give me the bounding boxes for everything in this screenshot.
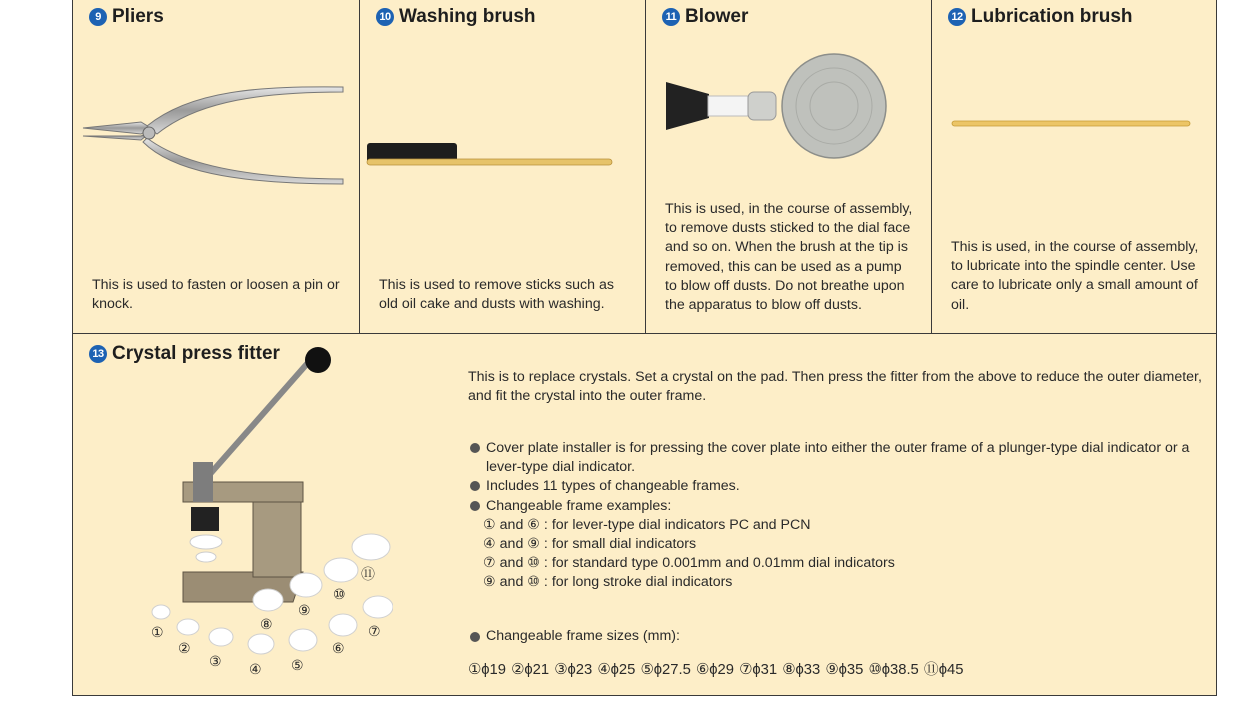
frame-sizes: ①ϕ19 ②ϕ21 ③ϕ23 ④ϕ25 ⑤ϕ27.5 ⑥ϕ29 ⑦ϕ31 ⑧ϕ33 ⑨ϕ35 ⑩ϕ38.5 ⑪ϕ45 — [468, 662, 964, 678]
blower-title-text: Blower — [685, 6, 749, 27]
blower-description: This is used, in the course of assembly, to remove dusts sticked to the dial face and so on. When the brush at the tip is removed, this can be used as a pump to blow off dusts. Do not breathe upon the apparatus to blow off dusts. — [665, 201, 913, 314]
washing-brush-description: This is used to remove sticks such as old oil cake and dusts with washing. — [379, 277, 614, 313]
pliers-image — [81, 78, 351, 190]
washing-brush-image — [365, 135, 615, 175]
frame-label-3: ③ — [209, 653, 222, 669]
bullet-frame-count: Includes 11 types of changeable frames. — [468, 477, 1208, 496]
row-divider — [73, 333, 1216, 334]
washing-brush-title-text: Washing brush — [399, 6, 536, 27]
frame-label-8: ⑧ — [260, 616, 273, 632]
press-intro: This is to replace crystals. Set a crystal on the pad. Then press the fitter from the above to reduce the outer diameter, and fit the crystal into the outer frame. — [468, 369, 1202, 405]
pliers-title — [89, 6, 164, 28]
frame-label-2: ② — [178, 640, 191, 656]
frame-label-9: ⑨ — [298, 602, 311, 618]
lubrication-brush-title — [948, 6, 1133, 28]
frame-labels — [143, 342, 393, 682]
frame-label-7: ⑦ — [368, 623, 381, 639]
number-badge: 10 — [376, 8, 394, 26]
number-badge: 9 — [89, 8, 107, 26]
frame-label-5: ⑤ — [291, 657, 304, 673]
frame-label-11: ⑪ — [361, 566, 375, 582]
frame-label-1: ① — [151, 624, 164, 640]
pliers-title-text: Pliers — [112, 6, 164, 27]
washing-brush-title — [376, 6, 536, 28]
press-bullets — [468, 439, 1208, 593]
bullet-cover-plate: Cover plate installer is for pressing the cover plate into either the outer frame of a plunger-type dial indicator or a lever-type dial indicator. — [468, 439, 1208, 477]
pliers-description: This is used to fasten or loosen a pin or knock. — [92, 277, 340, 313]
frame-label-6: ⑥ — [332, 640, 345, 656]
cell-blower — [646, 0, 932, 333]
number-badge: 11 — [662, 8, 680, 26]
blower-title — [662, 6, 748, 28]
example-line: ⑦ and ⑩ : for standard type 0.001mm and 0.01mm dial indicators — [483, 555, 895, 572]
frame-sizes-label: Changeable frame sizes (mm): — [468, 628, 680, 644]
lubrication-brush-image — [950, 118, 1195, 130]
bullet-frame-examples: Changeable frame examples: — [468, 497, 1208, 516]
lubrication-brush-description: This is used, in the course of assembly, to lubricate into the spindle center. Use care to lubricate only a small amount of oil. — [951, 239, 1199, 313]
example-line: ① and ⑥ : for lever-type dial indicators PC and PCN — [483, 516, 811, 533]
number-badge: 13 — [89, 345, 107, 363]
cell-pliers — [73, 0, 360, 333]
example-line: ④ and ⑨ : for small dial indicators — [483, 536, 697, 553]
example-line: ⑨ and ⑩ : for long stroke dial indicators — [483, 574, 733, 591]
number-badge: 12 — [948, 8, 966, 26]
cell-lubrication-brush — [932, 0, 1218, 333]
blower-image — [664, 52, 909, 164]
press-title-text: Crystal press fitter — [112, 343, 280, 364]
lubrication-brush-title-text: Lubrication brush — [971, 6, 1133, 27]
catalog-sheet — [72, 0, 1217, 696]
cell-washing-brush — [360, 0, 646, 333]
frame-label-10: ⑩ — [333, 586, 346, 602]
frame-label-4: ④ — [249, 661, 262, 677]
